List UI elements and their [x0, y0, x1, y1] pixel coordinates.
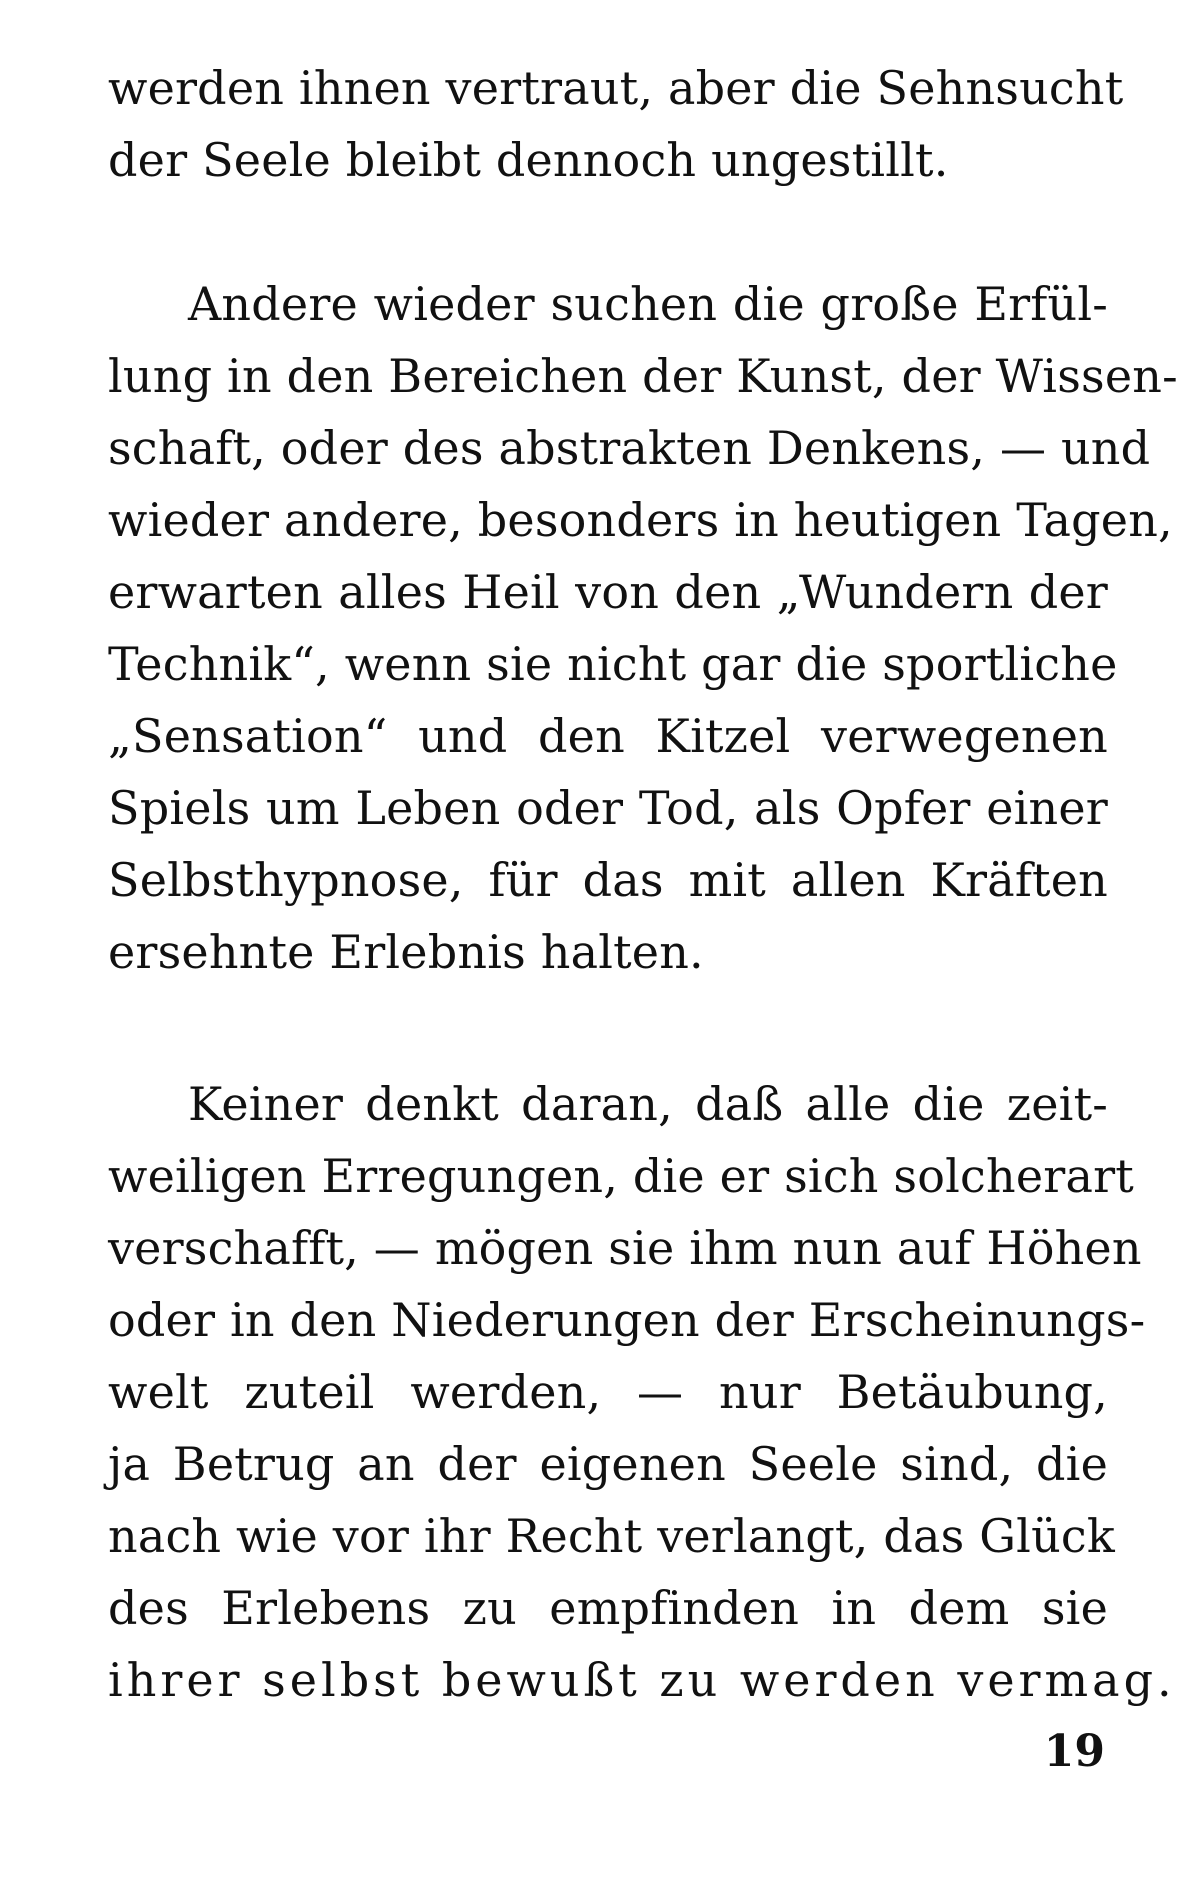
text-line: ja Betrug an der eigenen Seele sind, die [108, 1437, 1108, 1491]
text-line: erwarten alles Heil von den „Wundern der [108, 565, 1108, 619]
text-line: ersehnte Erlebnis halten. [108, 925, 704, 979]
text-line: lung in den Bereichen der Kunst, der Wissen- [108, 349, 1178, 403]
text-line: „Sensation“ und den Kitzel verwegenen [108, 709, 1108, 763]
page-number: 19 [1043, 1726, 1105, 1777]
text-line: werden ihnen vertraut, aber die Sehnsucht [108, 61, 1124, 115]
text-line: Technik“, wenn sie nicht gar die sportliche [108, 637, 1118, 691]
text-line: welt zuteil werden, — nur Betäubung, [108, 1365, 1108, 1419]
text-line: weiligen Erregungen, die er sich solcherart [108, 1149, 1134, 1203]
text-line: nach wie vor ihr Recht verlangt, das Glück [108, 1509, 1115, 1563]
text-line: verschafft, — mögen sie ihm nun auf Höhen [108, 1221, 1142, 1275]
text-line: wieder andere, besonders in heutigen Tagen, [108, 493, 1173, 547]
text-line: Keiner denkt daran, daß alle die zeit- [188, 1077, 1108, 1131]
text-line: Andere wieder suchen die große Erfül- [188, 277, 1108, 331]
text-line: Selbsthypnose, für das mit allen Kräften [108, 853, 1108, 907]
text-line: schaft, oder des abstrakten Denkens, — und [108, 421, 1151, 475]
text-line: Spiels um Leben oder Tod, als Opfer einer [108, 781, 1108, 835]
text-line: des Erlebens zu empfinden in dem sie [108, 1581, 1108, 1635]
text-line: ihrer selbst bewußt zu werden vermag. [108, 1653, 1176, 1707]
text-line: oder in den Niederungen der Erscheinungs- [108, 1293, 1146, 1347]
text-line: der Seele bleibt dennoch ungestillt. [108, 133, 949, 187]
